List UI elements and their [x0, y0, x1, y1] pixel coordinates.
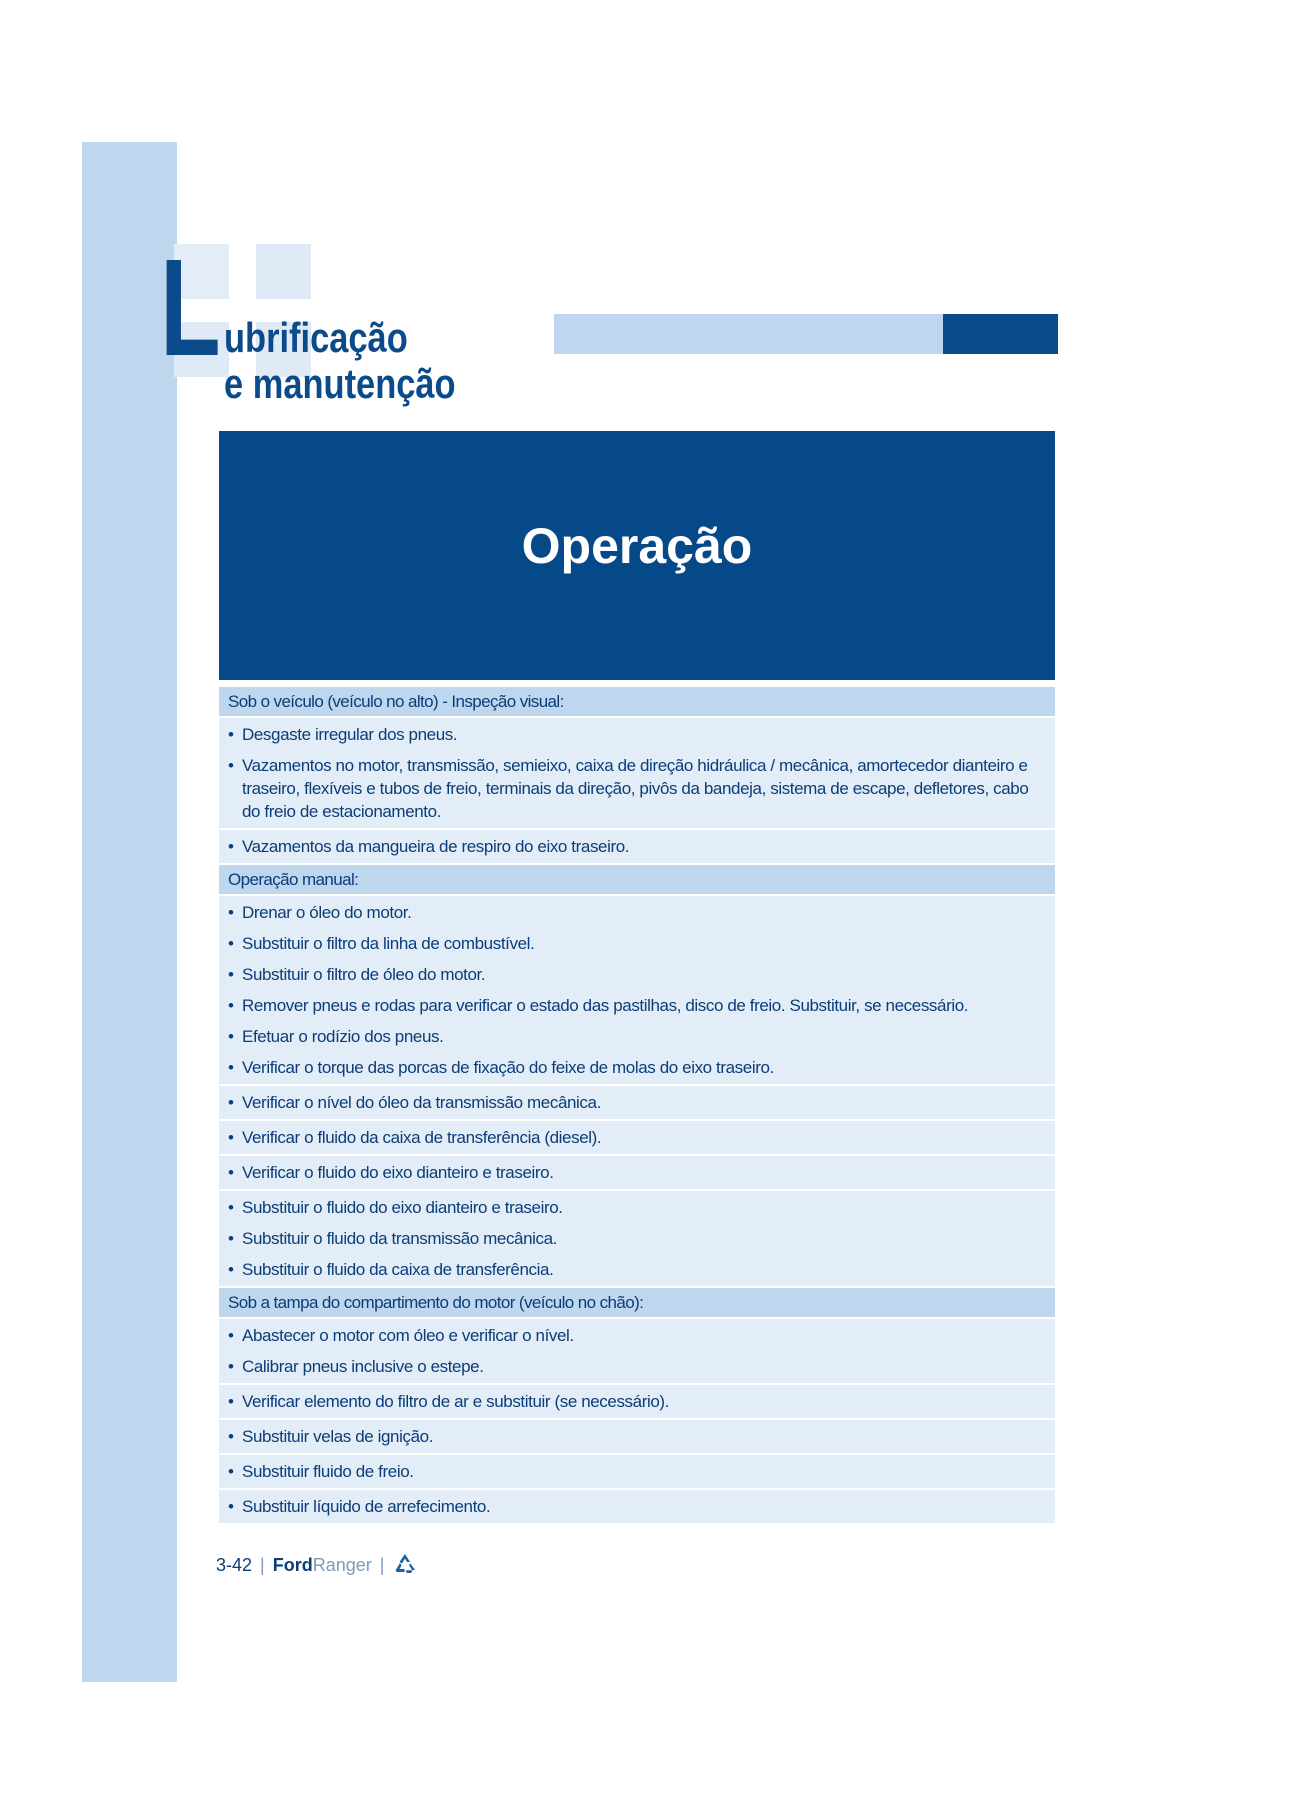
recycle-icon [392, 1552, 418, 1578]
brand-ranger: Ranger [312, 1554, 372, 1575]
list-item: • Verificar o nível do óleo da transmissão mecânica. [228, 1091, 1043, 1114]
table-row [219, 1086, 1055, 1119]
list-item: • Substituir o fluido da caixa de transferência. [228, 1258, 1043, 1281]
list-item: • Substituir o filtro da linha de combustível. [228, 932, 1043, 955]
banner-title: Operação [521, 518, 753, 574]
table-row [219, 718, 1055, 828]
list-item: • Substituir velas de ignição. [228, 1425, 1043, 1448]
list-item: • Efetuar o rodízio dos pneus. [228, 1025, 1043, 1048]
chapter-title-line2: e manutenção [224, 360, 456, 407]
footer-separator: | [260, 1554, 265, 1575]
table-row [219, 1121, 1055, 1154]
footer-separator: | [379, 1554, 385, 1575]
table-row [219, 896, 1055, 1084]
list-item: • Verificar o fluido do eixo dianteiro e traseiro. [228, 1161, 1043, 1184]
table-row [219, 1319, 1055, 1383]
header-rule-dark [943, 314, 1058, 354]
list-item: • Desgaste irregular dos pneus. [228, 723, 1043, 746]
list-item: • Substituir o fluido da transmissão mecânica. [228, 1227, 1043, 1250]
list-item: • Calibrar pneus inclusive o estepe. [228, 1355, 1043, 1378]
maintenance-table [219, 687, 1055, 1525]
list-item: • Substituir o filtro de óleo do motor. [228, 963, 1043, 986]
section-heading: Sob o veículo (veículo no alto) - Inspeção visual: [219, 687, 1055, 716]
list-item: • Verificar elemento do filtro de ar e substituir (se necessário). [228, 1390, 1043, 1413]
table-row [219, 1420, 1055, 1453]
section-heading: Operação manual: [219, 865, 1055, 894]
table-row [219, 1156, 1055, 1189]
list-item: • Remover pneus e rodas para verificar o estado das pastilhas, disco de freio. Substituir, se necessário. [228, 994, 1043, 1017]
list-item: • Drenar o óleo do motor. [228, 901, 1043, 924]
chapter-title-line1: ubrificação [224, 314, 408, 361]
header-rule-light [554, 314, 943, 354]
list-item: • Vazamentos no motor, transmissão, semieixo, caixa de direção hidráulica / mecânica, amortecedor dianteiro e traseiro, flexíveis e tubos de freio, terminais da direção, pivôs da bandeja, sistema de escape, defletores, cabo do freio de estacionamento. [228, 754, 1043, 823]
table-row [219, 830, 1055, 863]
list-item: • Substituir o fluido do eixo dianteiro e traseiro. [228, 1196, 1043, 1219]
list-item: • Substituir líquido de arrefecimento. [228, 1495, 1043, 1518]
section-heading: Sob a tampa do compartimento do motor (veículo no chão): [219, 1288, 1055, 1317]
list-item: • Abastecer o motor com óleo e verificar o nível. [228, 1324, 1043, 1347]
chapter-initial: L [160, 231, 221, 385]
table-row [219, 1490, 1055, 1523]
list-item: • Verificar o torque das porcas de fixação do feixe de molas do eixo traseiro. [228, 1056, 1043, 1079]
page-number: 3-42 [216, 1554, 253, 1575]
page-footer [216, 1552, 418, 1578]
brand-ford: Ford [272, 1554, 313, 1575]
section-banner [219, 431, 1055, 680]
list-item: • Substituir fluido de freio. [228, 1460, 1043, 1483]
decor-square [256, 244, 311, 299]
table-row [219, 1191, 1055, 1286]
list-item: • Verificar o fluido da caixa de transferência (diesel). [228, 1126, 1043, 1149]
table-row [219, 1455, 1055, 1488]
list-item: • Vazamentos da mangueira de respiro do eixo traseiro. [228, 835, 1043, 858]
table-row [219, 1385, 1055, 1418]
